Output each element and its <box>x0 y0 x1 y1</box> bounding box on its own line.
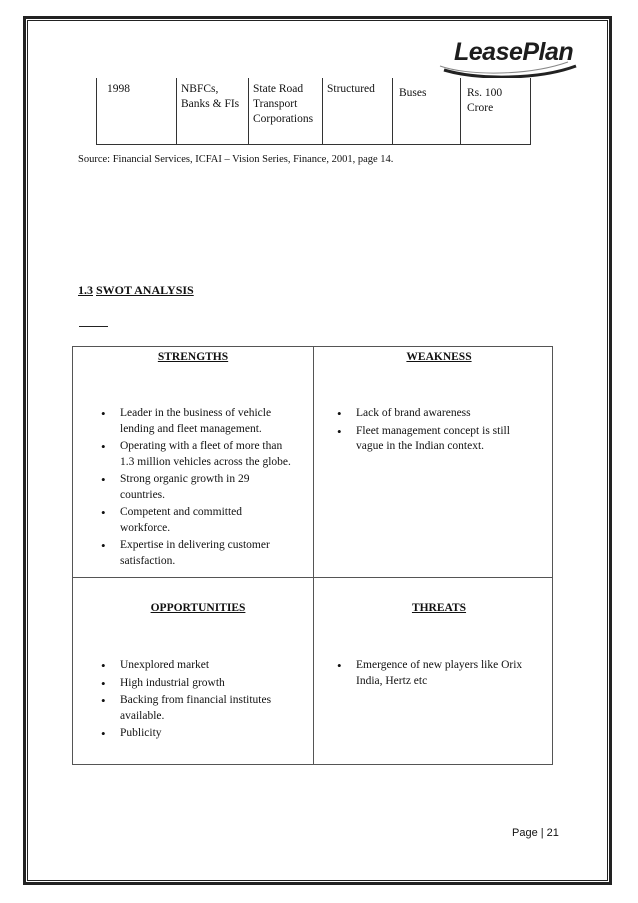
list-item: • Emergence of new players like Orix India, Hertz etc <box>337 658 547 689</box>
table-cell: State Road Transport Corporations <box>249 78 323 144</box>
list-item: • Operating with a fleet of more than 1.3 million vehicles across the globe. <box>101 439 291 470</box>
weakness-list <box>337 406 537 457</box>
table-cell: NBFCs, Banks & FIs <box>177 78 249 144</box>
table-cell: Structured <box>323 78 393 144</box>
list-item: • Unexplored market <box>101 658 291 674</box>
section-heading <box>78 283 194 298</box>
source-note: Source: Financial Services, ICFAI – Vision Series, Finance, 2001, page 14. <box>78 154 394 165</box>
list-item: • Leader in the business of vehicle lending and fleet management. <box>101 406 291 437</box>
list-item: • Backing from financial institutes available. <box>101 693 291 724</box>
divider <box>313 347 314 764</box>
swot-table <box>72 346 553 765</box>
logo-text: LeasePlan <box>454 38 574 66</box>
list-item: • Lack of brand awareness <box>337 406 537 422</box>
threats-title: THREATS <box>411 602 467 614</box>
list-item: • Fleet management concept is still vague in the Indian context. <box>337 424 537 455</box>
section-title: SWOT ANALYSIS <box>96 283 194 297</box>
table-cell: Rs. 100 Crore <box>461 78 531 144</box>
history-table <box>96 78 531 145</box>
list-item: • Expertise in delivering customer satisfaction. <box>101 538 291 569</box>
divider <box>79 326 108 327</box>
opportunities-title: OPPORTUNITIES <box>150 602 246 614</box>
leaseplan-logo <box>438 36 578 78</box>
strengths-title: STRENGTHS <box>157 351 229 363</box>
list-item: • Competent and committed workforce. <box>101 505 291 536</box>
table-cell: Buses <box>393 78 461 144</box>
divider <box>73 577 552 578</box>
list-item: • High industrial growth <box>101 676 291 692</box>
weakness-title: WEAKNESS <box>406 351 472 363</box>
threats-list <box>337 658 547 691</box>
list-item: • Publicity <box>101 726 291 742</box>
table-row <box>97 78 531 144</box>
table-cell: 1998 <box>97 78 177 144</box>
section-number: 1.3 <box>78 283 93 297</box>
list-item: • Strong organic growth in 29 countries. <box>101 472 291 503</box>
strengths-list <box>101 406 291 571</box>
opportunities-list <box>101 658 291 744</box>
page-number: Page | 21 <box>512 827 559 839</box>
